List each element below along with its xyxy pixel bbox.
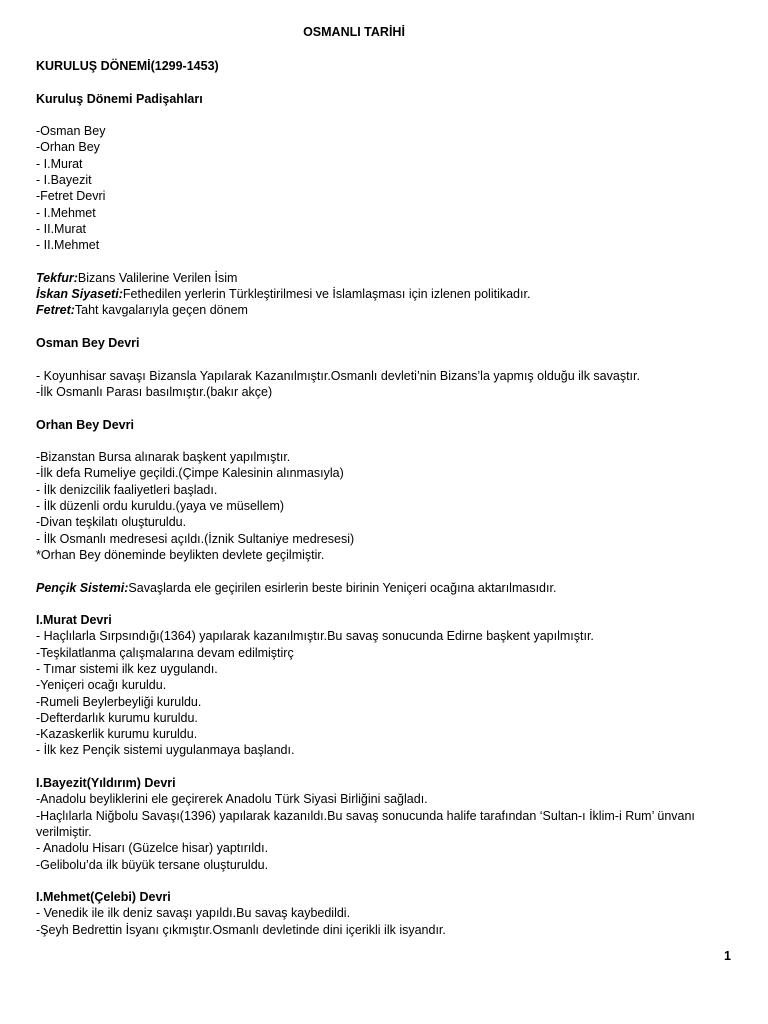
list-item: - Tımar sistemi ilk kez uygulandı. <box>36 661 218 676</box>
rulers-list <box>36 123 736 253</box>
ruler-item: - I.Mehmet <box>36 205 96 220</box>
list-item: -Anadolu beyliklerini ele geçirerek Anadolu Türk Siyasi Birliğini sağladı. <box>36 792 428 807</box>
term-definition: Fethedilen yerlerin Türkleştirilmesi ve İslamlaşması için izlenen politikadır. <box>122 287 531 302</box>
term-label: Pençik Sistemi: <box>36 580 129 595</box>
ruler-item: -Orhan Bey <box>36 140 100 155</box>
section-mehmet <box>36 889 736 938</box>
ruler-item: -Fetret Devri <box>36 189 106 204</box>
list-item: -Divan teşkilatı oluşturuldu. <box>36 515 187 530</box>
list-item: *Orhan Bey döneminde beylikten devlete geçilmiştir. <box>36 547 325 562</box>
ruler-item: - II.Murat <box>36 221 87 236</box>
document-body <box>36 58 736 938</box>
section-osman <box>36 368 736 401</box>
term-definition: Taht kavgalarıyla geçen dönem <box>74 303 248 318</box>
list-item: - İlk düzenli ordu kuruldu.(yaya ve müsellem) <box>36 499 285 514</box>
section-heading-murat: I.Murat Devri <box>36 613 112 628</box>
ruler-item: - II.Mehmet <box>36 238 100 253</box>
list-item: -Kazaskerlik kurumu kuruldu. <box>36 727 198 742</box>
section-heading-orhan: Orhan Bey Devri <box>36 417 134 432</box>
list-item: - Haçlılarla Sırpsındığı(1364) yapılarak kazanılmıştır.Bu savaş sonucunda Edirne başkent yapılmıştır. <box>36 629 594 644</box>
rulers-heading: Kuruluş Dönemi Padişahları <box>36 91 203 106</box>
section-heading-bayezit: I.Bayezit(Yıldırım) Devri <box>36 776 176 791</box>
list-item: -Rumeli Beylerbeyliği kuruldu. <box>36 694 202 709</box>
ruler-item: - I.Bayezit <box>36 173 92 188</box>
list-item: - İlk kez Pençik sistemi uygulanmaya başlandı. <box>36 743 295 758</box>
list-item: - Koyunhisar savaşı Bizansla Yapılarak Kazanılmıştır.Osmanlı devleti’nin Bizans’la yapmış olduğu ilk savaştır. <box>36 368 640 383</box>
page-number: 1 <box>724 949 731 963</box>
list-item: - İlk Osmanlı medresesi açıldı.(İznik Sultaniye medresesi) <box>36 531 355 546</box>
list-item: -Gelibolu’da ilk büyük tersane oluşturuldu. <box>36 857 269 872</box>
list-item: -Bizanstan Bursa alınarak başkent yapılmıştır. <box>36 450 291 465</box>
list-item: -Şeyh Bedrettin İsyanı çıkmıştır.Osmanlı devletinde dini içerikli ilk isyandır. <box>36 922 446 937</box>
list-item: -Haçlılarla Niğbolu Savaşı(1396) yapılarak kazanıldı.Bu savaş sonucunda halife tarafından ‘Sultan-ı İklim-i Rum’ ünvanı verilmiştir. <box>36 808 695 839</box>
ruler-item: -Osman Bey <box>36 124 106 139</box>
term-label: İskan Siyaseti: <box>36 287 123 302</box>
list-item: -İlk Osmanlı Parası basılmıştır.(bakır akçe) <box>36 384 273 399</box>
term-definition: Bizans Valilerine Verilen İsim <box>77 270 238 285</box>
definition-pencik <box>36 580 736 596</box>
term-definition: Savaşlarda ele geçirilen esirlerin beste birinin Yeniçeri ocağına aktarılmasıdır. <box>128 580 557 595</box>
list-item: -Teşkilatlanma çalışmalarına devam edilmiştirç <box>36 645 294 660</box>
definition-fetret <box>36 302 736 318</box>
definition-iskan-siyaseti <box>36 286 736 302</box>
period-heading: KURULUŞ DÖNEMİ(1299-1453) <box>36 59 219 73</box>
definition-tekfur <box>36 270 736 286</box>
section-bayezit <box>36 775 736 873</box>
section-heading-mehmet: I.Mehmet(Çelebi) Devri <box>36 890 171 905</box>
list-item: -Yeniçeri ocağı kuruldu. <box>36 678 167 693</box>
ruler-item: - I.Murat <box>36 156 83 171</box>
list-item: -İlk defa Rumeliye geçildi.(Çimpe Kalesinin alınmasıyla) <box>36 466 344 481</box>
list-item: -Defterdarlık kurumu kuruldu. <box>36 710 198 725</box>
section-heading-osman: Osman Bey Devri <box>36 336 140 351</box>
term-label: Fetret: <box>36 303 75 318</box>
section-murat <box>36 612 736 759</box>
definitions <box>36 270 736 319</box>
section-orhan <box>36 449 736 563</box>
term-label: Tekfur: <box>36 270 78 285</box>
list-item: - Anadolu Hisarı (Güzelce hisar) yaptırıldı. <box>36 841 269 856</box>
list-item: - İlk denizcilik faaliyetleri başladı. <box>36 482 218 497</box>
document-title: OSMANLI TARİHİ <box>303 25 405 39</box>
list-item: - Venedik ile ilk deniz savaşı yapıldı.Bu savaş kaybedildi. <box>36 906 351 921</box>
